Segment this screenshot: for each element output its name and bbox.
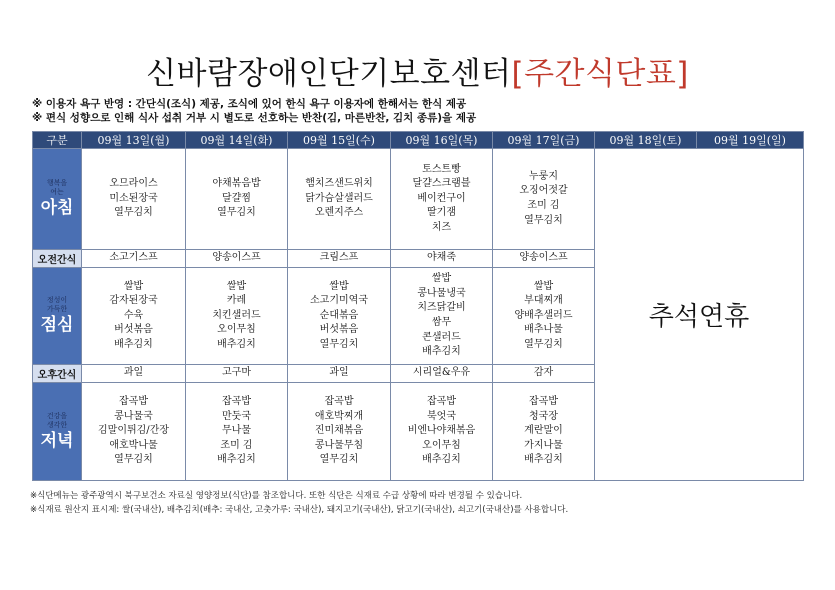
label-sub: 생각한 [46, 420, 68, 429]
am-snack-label: 오전간식 [33, 250, 82, 268]
label-sub: 여는 [50, 188, 64, 196]
header-cell: 09월 18일(토) [595, 132, 697, 149]
note-line: ※ 이용자 욕구 반영 : 간단식(조식) 제공, 조식에 있어 한식 욕구 이용자에 한해서는 한식 제공 [32, 98, 467, 110]
menu-cell: 야채죽 [391, 250, 493, 268]
menu-cell: 잡곡밥 북엇국 비엔나야채볶음 오이무침 배추김치 [391, 383, 493, 481]
footnote: ※식재료 원산지 표시제: 쌀(국내산), 배추김치(배추: 국내산, 고춧가루: 국내산), 돼지고기(국내산), 닭고기(국내산), 쇠고기(국내산)를 사용합니다. [30, 505, 569, 515]
header-row [33, 132, 804, 149]
label-sub: 정성이 [46, 296, 68, 304]
menu-cell: 양송이스프 [186, 250, 288, 268]
center-name: 신바람장애인단기보호센터 [146, 56, 512, 92]
menu-cell: 과일 [82, 365, 186, 383]
menu-cell: 고구마 [186, 365, 288, 383]
label-main: 점심 [40, 315, 74, 335]
menu-cell: 쌀밥 소고기미역국 순대볶음 버섯볶음 열무김치 [288, 268, 391, 365]
menu-cell: 햄치즈샌드위치 닭가슴살샐러드 오렌지주스 [288, 149, 391, 250]
weekly-menu-table [32, 131, 804, 481]
header-cell: 09월 19일(일) [697, 132, 804, 149]
menu-cell: 토스트빵 달걀스크램블 베이컨구이 딸기잼 치즈 [391, 149, 493, 250]
holiday-cell: 추석연휴 [595, 149, 804, 481]
menu-cell: 크림스프 [288, 250, 391, 268]
menu-cell: 야채볶음밥 달걀찜 열무김치 [186, 149, 288, 250]
menu-cell: 쌀밥 콩나물냉국 치즈닭갈비 쌈무 콘샐러드 배추김치 [391, 268, 493, 365]
label-sub: 가득한 [46, 305, 68, 313]
menu-cell: 잡곡밥 콩나물국 김말이튀김/간장 애호박나물 열무김치 [82, 383, 186, 481]
breakfast-row [33, 149, 804, 250]
header-cell: 구분 [33, 132, 82, 149]
note-line: ※ 편식 성향으로 인해 식사 섭취 거부 시 별도로 선호하는 반찬(김, 마른반찬, 김치 종류)을 제공 [32, 112, 477, 124]
notes [32, 97, 476, 125]
menu-cell: 쌀밥 감자된장국 수육 버섯볶음 배추김치 [82, 268, 186, 365]
title-subtitle: [주간식단표] [511, 56, 689, 92]
header-cell: 09월 16일(목) [391, 132, 493, 149]
menu-cell: 누룽지 오징어젓갈 조미 김 열무김치 [493, 149, 595, 250]
breakfast-label [33, 149, 82, 250]
dinner-label [33, 383, 82, 481]
menu-cell: 잡곡밥 만둣국 무나물 조미 김 배추김치 [186, 383, 288, 481]
header-cell: 09월 17일(금) [493, 132, 595, 149]
label-sub: 건강을 [46, 411, 68, 420]
menu-cell: 감자 [493, 365, 595, 383]
menu-cell: 쌀밥 카레 치킨샐러드 오이무침 배추김치 [186, 268, 288, 365]
menu-cell: 양송이스프 [493, 250, 595, 268]
pm-snack-label: 오후간식 [33, 365, 82, 383]
header-cell: 09월 15일(수) [288, 132, 391, 149]
label-sub: 행복을 [46, 179, 68, 187]
menu-cell: 과일 [288, 365, 391, 383]
header-cell: 09월 14일(화) [186, 132, 288, 149]
label-main: 저녁 [40, 430, 74, 451]
menu-cell: 시리얼&우유 [391, 365, 493, 383]
lunch-label [33, 268, 82, 365]
header-cell: 09월 13일(월) [82, 132, 186, 149]
menu-cell: 오므라이스 미소된장국 열무김치 [82, 149, 186, 250]
footnote: ※식단메뉴는 광주광역시 북구보건소 자료실 영양정보(식단)를 참조합니다. 또한 식단은 식재료 수급 상황에 따라 변경될 수 있습니다. [30, 491, 523, 501]
menu-cell: 잡곡밥 애호박찌개 진미채볶음 콩나물무침 열무김치 [288, 383, 391, 481]
label-main: 아침 [40, 198, 74, 218]
menu-cell: 쌀밥 부대찌개 양배추샐러드 배추나물 열무김치 [493, 268, 595, 365]
page-title [0, 48, 835, 93]
menu-cell: 잡곡밥 청국장 계란말이 가지나물 배추김치 [493, 383, 595, 481]
menu-cell: 소고기스프 [82, 250, 186, 268]
